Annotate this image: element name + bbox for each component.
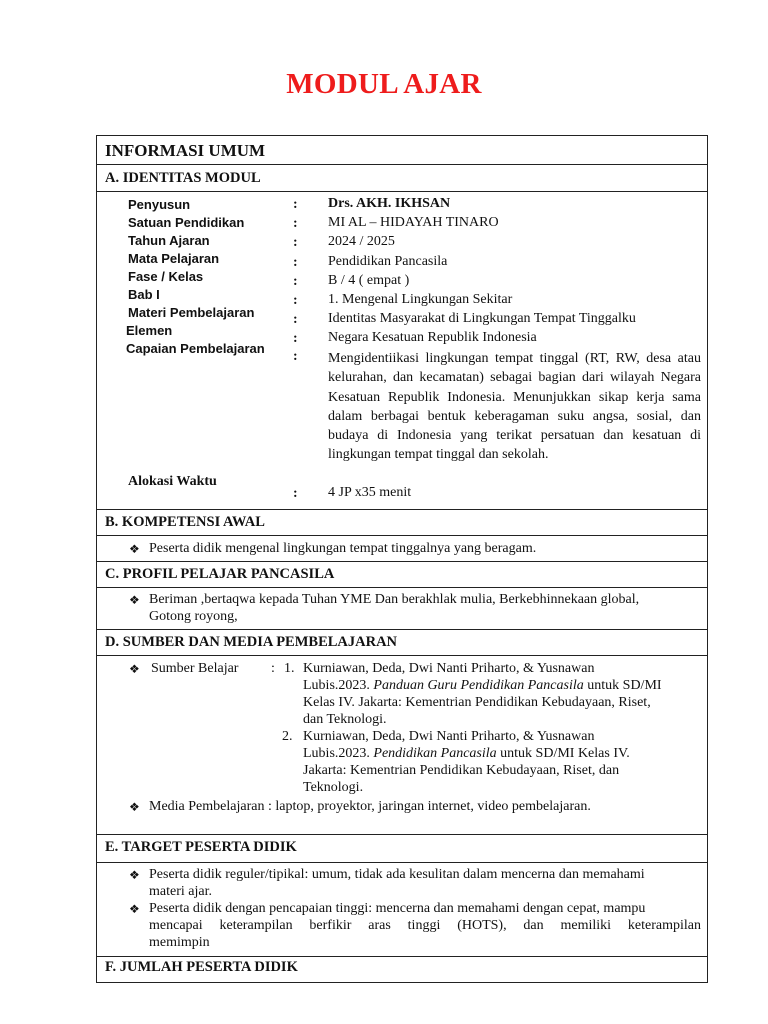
divider <box>97 587 707 588</box>
ref2-line-3: Jakarta: Kementrian Pendidikan Kebudayaan, Riset, dan <box>303 763 620 778</box>
diamond-bullet-icon: ❖ <box>129 902 140 916</box>
value-materi: Identitas Masyarakat di Lingkungan Tempat Tinggalku <box>328 311 636 326</box>
section-f-heading: F. JUMLAH PESERTA DIDIK <box>105 959 298 975</box>
label-mata-pelajaran: Mata Pelajaran <box>128 251 220 266</box>
label-fase-kelas: Fase / Kelas <box>128 269 204 284</box>
ref1-line-3: Kelas IV. Jakarta: Kementrian Pendidikan Kebudayaan, Riset, <box>303 695 651 710</box>
divider <box>97 535 707 536</box>
info-table <box>96 135 708 983</box>
diamond-bullet-icon: ❖ <box>129 593 140 607</box>
label-elemen: Elemen <box>126 323 173 338</box>
label-tahun-ajaran: Tahun Ajaran <box>128 233 210 248</box>
value-fase-kelas: B / 4 ( empat ) <box>328 273 410 288</box>
value-satuan-pendidikan: MI AL – HIDAYAH TINARO <box>328 215 499 230</box>
profil-line-1: Beriman ,bertaqwa kepada Tuhan YME Dan berakhlak mulia, Berkebhinnekaan global, <box>149 592 640 607</box>
media-pembelajaran-item: Media Pembelajaran : laptop, proyektor, jaringan internet, video pembelajaran. <box>149 799 591 814</box>
ref2-book-title: Pendidikan Pancasila <box>373 746 497 761</box>
section-a-heading: A. IDENTITAS MODUL <box>105 170 261 186</box>
colon: : <box>293 235 298 250</box>
value-capaian: Mengidentiikasi lingkungan tempat tinggal (RT, RW, desa atau kelurahan, dan kecamatan) sebagai bagian dari wilayah Negara Kesatuan Republik Indonesia. Menunjukkan sikap kerja sama dalam berbagai bentuk keberagaman suku angsa, sosial, dan budaya di Indonesia yang terikat persatuan dan kesatuan di lingkungan tempat tinggal dan sekolah. <box>328 351 701 463</box>
target-item2-line-1: Peserta didik dengan pencapaian tinggi: mencerna dan memahami dengan cepat, mampu <box>149 901 646 916</box>
section-b-heading: B. KOMPETENSI AWAL <box>105 514 265 530</box>
info-umum-heading: INFORMASI UMUM <box>105 141 266 160</box>
target-item1-line-2: materi ajar. <box>149 884 212 899</box>
colon: : <box>293 331 298 346</box>
colon: : <box>293 216 298 231</box>
colon: : <box>293 312 298 327</box>
colon: : <box>293 274 298 289</box>
label-capaian: Capaian Pembelajaran <box>126 341 265 356</box>
diamond-bullet-icon: ❖ <box>129 868 140 882</box>
ref2-line-2: Lubis.2023. Pendidikan Pancasila untuk SD/MI Kelas IV. <box>303 746 630 761</box>
kompetensi-awal-item: Peserta didik mengenal lingkungan tempat tinggalnya yang beragam. <box>149 541 537 556</box>
divider <box>97 834 707 835</box>
ref1-number: 1. <box>284 661 295 676</box>
value-alokasi-waktu: 4 JP x35 menit <box>328 485 412 500</box>
ref2-line-4: Teknologi. <box>303 780 364 795</box>
ref1-line-4: dan Teknologi. <box>303 712 387 727</box>
section-d-heading: D. SUMBER DAN MEDIA PEMBELAJARAN <box>105 634 398 650</box>
section-e-heading: E. TARGET PESERTA DIDIK <box>105 839 297 855</box>
sumber-colon: : <box>271 661 275 676</box>
label-penyusun: Penyusun <box>128 197 191 212</box>
profil-line-2: Gotong royong, <box>149 609 238 624</box>
section-c-heading: C. PROFIL PELAJAR PANCASILA <box>105 566 335 582</box>
ref1-line-2: Lubis.2023. Panduan Guru Pendidikan Pancasila untuk SD/MI <box>303 678 662 693</box>
value-elemen: Negara Kesatuan Republik Indonesia <box>328 330 537 345</box>
diamond-bullet-icon: ❖ <box>129 800 140 814</box>
target-item2-line-3: memimpin <box>149 935 210 950</box>
label-bab: Bab I <box>128 287 160 302</box>
colon: : <box>293 197 298 212</box>
ref2-number: 2. <box>282 729 293 744</box>
colon: : <box>293 255 298 270</box>
value-mata-pelajaran: Pendidikan Pancasila <box>328 254 448 269</box>
diamond-bullet-icon: ❖ <box>129 542 140 556</box>
divider <box>97 862 707 863</box>
target-item2-line-2: mencapai keterampilan berfikir aras tinggi (HOTS), dan memiliki keterampilan <box>149 918 701 933</box>
label-alokasi-waktu: Alokasi Waktu <box>128 474 217 489</box>
colon: : <box>293 293 298 308</box>
colon: : <box>293 486 298 501</box>
sumber-belajar-label: Sumber Belajar <box>151 661 239 676</box>
page-title: MODUL AJAR <box>286 68 482 100</box>
ref1-line-1: Kurniawan, Deda, Dwi Nanti Priharto, & Yusnawan <box>303 661 595 676</box>
divider <box>97 561 707 562</box>
label-materi: Materi Pembelajaran <box>128 305 255 320</box>
diamond-bullet-icon: ❖ <box>129 662 140 676</box>
value-tahun-ajaran: 2024 / 2025 <box>328 234 395 249</box>
divider <box>97 655 707 656</box>
divider <box>97 956 707 957</box>
divider <box>97 164 707 165</box>
value-penyusun: Drs. AKH. IKHSAN <box>328 196 451 211</box>
target-item1-line-1: Peserta didik reguler/tipikal: umum, tidak ada kesulitan dalam mencerna dan memahami <box>149 867 645 882</box>
ref2-line-1: Kurniawan, Deda, Dwi Nanti Priharto, & Yusnawan <box>303 729 595 744</box>
ref1-book-title: Panduan Guru Pendidikan Pancasila <box>373 678 584 693</box>
divider <box>97 509 707 510</box>
divider <box>97 629 707 630</box>
value-bab: 1. Mengenal Lingkungan Sekitar <box>328 292 513 307</box>
colon: : <box>293 349 298 364</box>
label-satuan-pendidikan: Satuan Pendidikan <box>128 215 245 230</box>
divider <box>97 191 707 192</box>
